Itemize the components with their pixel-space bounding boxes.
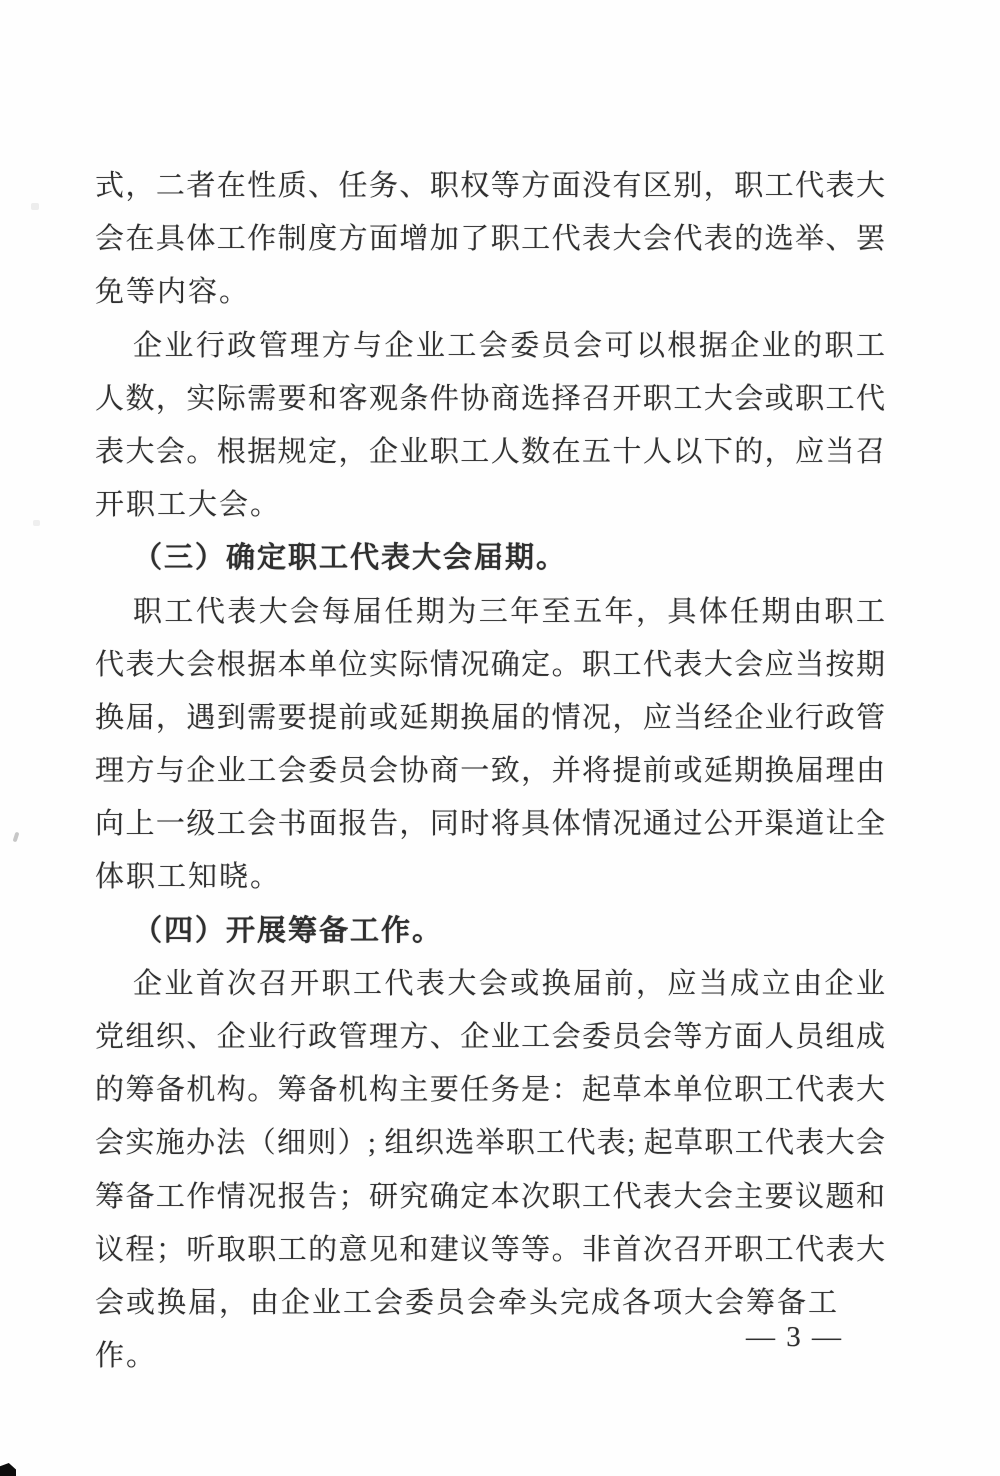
scanner-edge-mark <box>0 1463 16 1476</box>
document-line-16: 企业首次召开职工代表大会或换届前，应当成立由企业 <box>133 967 885 1000</box>
document-heading-4: （四）开展筹备工作。 <box>133 914 444 947</box>
page-number: — 3 — <box>746 1321 843 1353</box>
scan-speck <box>31 203 39 210</box>
scan-speck <box>33 520 40 526</box>
document-line-19: 会实施办法（细则）; 组织选举职工代表; 起草职工代表大会 <box>95 1127 885 1160</box>
document-line-6: 表大会。根据规定，企业职工人数在五十人以下的，应当召 <box>95 435 885 468</box>
document-line-18: 的筹备机构。筹备机构主要任务是：起草本单位职工代表大 <box>95 1074 885 1107</box>
document-line-22: 会或换届，由企业工会委员会牵头完成各项大会筹备工作。 <box>95 1286 840 1373</box>
document-line-9: 职工代表大会每届任期为三年至五年，具体任期由职工 <box>133 595 885 628</box>
document-line-20: 筹备工作情况报告；研究确定本次职工代表大会主要议题和 <box>95 1180 885 1213</box>
document-line-10: 代表大会根据本单位实际情况确定。职工代表大会应当按期 <box>95 648 885 681</box>
document-line-5: 人数，实际需要和客观条件协商选择召开职工大会或职工代 <box>95 382 885 415</box>
document-line-21: 议程；听取职工的意见和建议等等。非首次召开职工代表大 <box>95 1233 885 1266</box>
document-line-14: 体职工知晓。 <box>95 861 282 894</box>
document-line-7: 开职工大会。 <box>95 489 282 522</box>
document-body <box>95 160 885 1373</box>
document-line-13: 向上一级工会书面报告，同时将具体情况通过公开渠道让全 <box>95 808 885 841</box>
document-heading-3: （三）确定职工代表大会届期。 <box>133 542 568 575</box>
document-line-17: 党组织、企业行政管理方、企业工会委员会等方面人员组成 <box>95 1021 885 1053</box>
document-line-3: 免等内容。 <box>95 276 251 309</box>
document-line-4: 企业行政管理方与企业工会委员会可以根据企业的职工 <box>133 329 885 362</box>
document-line-11: 换届，遇到需要提前或延期换届的情况，应当经企业行政管 <box>95 701 885 734</box>
scan-speck <box>13 832 20 843</box>
document-line-1: 式，二者在性质、任务、职权等方面没有区别，职工代表大 <box>95 170 885 202</box>
document-line-12: 理方与企业工会委员会协商一致，并将提前或延期换届理由 <box>95 755 885 788</box>
document-line-2: 会在具体工作制度方面增加了职工代表大会代表的选举、罢 <box>95 223 885 256</box>
